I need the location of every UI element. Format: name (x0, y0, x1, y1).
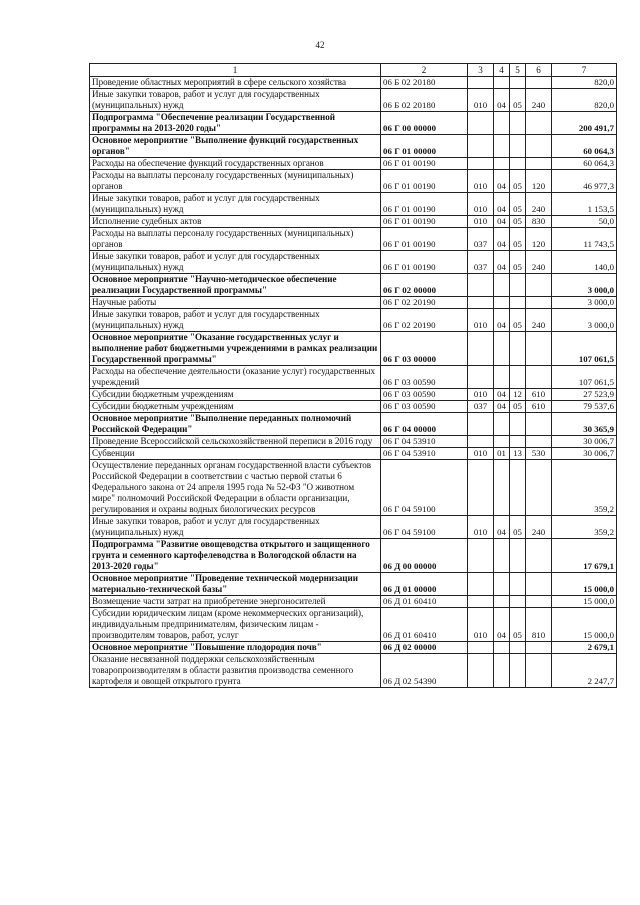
expense-type-code (526, 77, 552, 89)
section-code: 04 (494, 89, 510, 112)
expense-type-code: 240 (526, 516, 552, 539)
row-name: Иные закупки товаров, работ и услуг для государственных (муниципальных) нужд (90, 309, 381, 332)
row-amount: 3 000,0 (552, 274, 617, 297)
ministry-code: 010 (468, 170, 494, 193)
ministry-code (468, 642, 494, 654)
ministry-code (468, 596, 494, 608)
section-code (494, 158, 510, 170)
row-amount: 2 247,7 (552, 654, 617, 688)
row-amount: 2 679,1 (552, 642, 617, 654)
target-code: 06 Д 01 00000 (381, 573, 468, 596)
target-code: 06 Г 04 59100 (381, 460, 468, 516)
row-amount: 820,0 (552, 77, 617, 89)
table-row (90, 332, 617, 366)
target-code: 06 Г 03 00590 (381, 389, 468, 401)
target-code: 06 Г 01 00190 (381, 251, 468, 274)
row-name: Осуществление переданных органам государственной власти субъектов Российской Федерации в соответствии с частью первой статьи 6 Федерального закона от 24 апреля 1995 года № 52-ФЗ "О животном мире" полномочий Российской Федерации в области организации, регулирования и охраны водных биологических ресурсов (90, 460, 381, 516)
subsection-code (510, 112, 526, 135)
expense-type-code (526, 112, 552, 135)
table-row (90, 413, 617, 436)
target-code: 06 Д 00 00000 (381, 539, 468, 573)
section-code (494, 332, 510, 366)
expense-type-code (526, 135, 552, 158)
row-name: Иные закупки товаров, работ и услуг для государственных (муниципальных) нужд (90, 89, 381, 112)
expense-type-code (526, 573, 552, 596)
section-code: 04 (494, 251, 510, 274)
row-amount: 3 000,0 (552, 309, 617, 332)
target-code: 06 Г 02 00000 (381, 274, 468, 297)
ministry-code (468, 436, 494, 448)
subsection-code (510, 332, 526, 366)
table-row (90, 228, 617, 251)
subsection-code (510, 135, 526, 158)
table-row (90, 448, 617, 460)
ministry-code (468, 112, 494, 135)
section-code: 04 (494, 216, 510, 228)
section-code: 04 (494, 228, 510, 251)
row-name: Иные закупки товаров, работ и услуг для государственных (муниципальных) нужд (90, 251, 381, 274)
header-col-7: 7 (552, 64, 617, 77)
row-amount: 50,0 (552, 216, 617, 228)
expense-type-code (526, 413, 552, 436)
section-code (494, 460, 510, 516)
row-amount: 359,2 (552, 516, 617, 539)
row-amount: 3 000,0 (552, 297, 617, 309)
row-name: Иные закупки товаров, работ и услуг для государственных (муниципальных) нужд (90, 516, 381, 539)
row-amount: 11 743,5 (552, 228, 617, 251)
section-code (494, 366, 510, 389)
ministry-code: 010 (468, 516, 494, 539)
target-code: 06 Г 04 53910 (381, 436, 468, 448)
expense-type-code (526, 596, 552, 608)
row-name: Научные работы (90, 297, 381, 309)
subsection-code: 13 (510, 448, 526, 460)
row-amount: 15 000,0 (552, 608, 617, 642)
subsection-code (510, 413, 526, 436)
section-code: 04 (494, 516, 510, 539)
table-row (90, 539, 617, 573)
subsection-code (510, 642, 526, 654)
row-name: Расходы на обеспечение деятельности (оказание услуг) государственных учреждений (90, 366, 381, 389)
target-code: 06 Г 01 00190 (381, 170, 468, 193)
table-row (90, 112, 617, 135)
subsection-code (510, 366, 526, 389)
target-code: 06 Г 03 00000 (381, 332, 468, 366)
section-code: 04 (494, 193, 510, 216)
header-row (90, 64, 617, 77)
target-code: 06 Д 02 00000 (381, 642, 468, 654)
target-code: 06 Г 01 00190 (381, 193, 468, 216)
expense-type-code (526, 654, 552, 688)
target-code: 06 Г 04 53910 (381, 448, 468, 460)
expense-type-code: 810 (526, 608, 552, 642)
expense-type-code (526, 539, 552, 573)
expense-type-code: 610 (526, 401, 552, 413)
target-code: 06 Д 01 60410 (381, 596, 468, 608)
target-code: 06 Г 03 00590 (381, 366, 468, 389)
section-code: 04 (494, 401, 510, 413)
row-name: Основное мероприятие "Оказание государственных услуг и выполнение работ бюджетными учреждениями в рамках реализации Государственной программы" (90, 332, 381, 366)
row-name: Проведение областных мероприятий в сфере сельского хозяйства (90, 77, 381, 89)
row-amount: 17 679,1 (552, 539, 617, 573)
row-amount: 27 523,9 (552, 389, 617, 401)
section-code (494, 135, 510, 158)
expense-type-code (526, 297, 552, 309)
subsection-code: 12 (510, 389, 526, 401)
expense-type-code (526, 642, 552, 654)
row-amount: 15 000,0 (552, 596, 617, 608)
section-code: 01 (494, 448, 510, 460)
ministry-code (468, 77, 494, 89)
target-code: 06 Г 03 00590 (381, 401, 468, 413)
table-row (90, 516, 617, 539)
row-name: Расходы на обеспечение функций государственных органов (90, 158, 381, 170)
expense-type-code: 240 (526, 193, 552, 216)
target-code: 06 Д 02 54390 (381, 654, 468, 688)
ministry-code (468, 573, 494, 596)
ministry-code: 037 (468, 251, 494, 274)
ministry-code: 037 (468, 228, 494, 251)
target-code: 06 Б 02 20180 (381, 89, 468, 112)
header-col-3: 3 (468, 64, 494, 77)
ministry-code: 010 (468, 193, 494, 216)
subsection-code (510, 436, 526, 448)
row-amount: 46 977,3 (552, 170, 617, 193)
subsection-code (510, 654, 526, 688)
page-number: 42 (315, 40, 325, 50)
table-row (90, 216, 617, 228)
table-row (90, 309, 617, 332)
row-name: Расходы на выплаты персоналу государственных (муниципальных) органов (90, 170, 381, 193)
subsection-code: 05 (510, 608, 526, 642)
target-code: 06 Г 04 59100 (381, 516, 468, 539)
expense-type-code (526, 332, 552, 366)
ministry-code (468, 413, 494, 436)
row-amount: 30 006,7 (552, 448, 617, 460)
row-amount: 15 000,0 (552, 573, 617, 596)
table-row (90, 389, 617, 401)
table-row (90, 135, 617, 158)
ministry-code (468, 158, 494, 170)
ministry-code: 010 (468, 89, 494, 112)
subsection-code: 05 (510, 516, 526, 539)
target-code: 06 Г 01 00000 (381, 135, 468, 158)
header-col-5: 5 (510, 64, 526, 77)
row-name: Проведение Всероссийской сельскохозяйственной переписи в 2016 году (90, 436, 381, 448)
row-name: Иные закупки товаров, работ и услуг для государственных (муниципальных) нужд (90, 193, 381, 216)
expense-type-code (526, 460, 552, 516)
ministry-code (468, 654, 494, 688)
section-code: 04 (494, 170, 510, 193)
ministry-code: 037 (468, 401, 494, 413)
table-row (90, 297, 617, 309)
expense-type-code (526, 436, 552, 448)
ministry-code (468, 274, 494, 297)
target-code: 06 Г 01 00190 (381, 216, 468, 228)
section-code (494, 297, 510, 309)
row-name: Субвенции (90, 448, 381, 460)
budget-table (89, 63, 617, 688)
row-amount: 107 061,5 (552, 332, 617, 366)
subsection-code: 05 (510, 216, 526, 228)
table-row (90, 460, 617, 516)
row-name: Возмещение части затрат на приобретение энергоносителей (90, 596, 381, 608)
row-amount: 1 153,5 (552, 193, 617, 216)
section-code (494, 436, 510, 448)
row-name: Основное мероприятие "Повышение плодородия почв" (90, 642, 381, 654)
row-name: Исполнение судебных актов (90, 216, 381, 228)
expense-type-code: 120 (526, 228, 552, 251)
row-name: Расходы на выплаты персоналу государственных (муниципальных) органов (90, 228, 381, 251)
subsection-code (510, 596, 526, 608)
section-code (494, 642, 510, 654)
table-body (90, 77, 617, 688)
table-row (90, 573, 617, 596)
expense-type-code: 830 (526, 216, 552, 228)
expense-type-code (526, 366, 552, 389)
section-code (494, 413, 510, 436)
ministry-code: 010 (468, 389, 494, 401)
target-code: 06 Г 01 00190 (381, 158, 468, 170)
ministry-code (468, 366, 494, 389)
target-code: 06 Б 02 20180 (381, 77, 468, 89)
table-row (90, 642, 617, 654)
expense-type-code: 120 (526, 170, 552, 193)
row-name: Основное мероприятие "Проведение технической модернизации материально-технической базы" (90, 573, 381, 596)
subsection-code (510, 158, 526, 170)
subsection-code (510, 274, 526, 297)
target-code: 06 Г 04 00000 (381, 413, 468, 436)
expense-type-code: 240 (526, 309, 552, 332)
target-code: 06 Г 00 00000 (381, 112, 468, 135)
table-row (90, 608, 617, 642)
row-name: Субсидии бюджетным учреждениям (90, 401, 381, 413)
section-code (494, 539, 510, 573)
table-row (90, 366, 617, 389)
section-code (494, 596, 510, 608)
expense-type-code: 610 (526, 389, 552, 401)
subsection-code: 05 (510, 193, 526, 216)
section-code: 04 (494, 608, 510, 642)
table-row (90, 654, 617, 688)
table-row (90, 158, 617, 170)
subsection-code (510, 573, 526, 596)
table-row (90, 89, 617, 112)
row-amount: 140,0 (552, 251, 617, 274)
row-name: Основное мероприятие "Выполнение переданных полномочий Российской Федерации" (90, 413, 381, 436)
table-row (90, 170, 617, 193)
row-name: Подпрограмма "Обеспечение реализации Государственной программы на 2013-2020 годы" (90, 112, 381, 135)
row-amount: 79 537,6 (552, 401, 617, 413)
row-amount: 107 061,5 (552, 366, 617, 389)
ministry-code (468, 332, 494, 366)
subsection-code: 05 (510, 251, 526, 274)
ministry-code: 010 (468, 216, 494, 228)
target-code: 06 Г 01 00190 (381, 228, 468, 251)
row-name: Основное мероприятие "Научно-методическое обеспечение реализации Государственной программы" (90, 274, 381, 297)
ministry-code: 010 (468, 448, 494, 460)
target-code: 06 Д 01 60410 (381, 608, 468, 642)
header-col-6: 6 (526, 64, 552, 77)
row-amount: 30 006,7 (552, 436, 617, 448)
row-amount: 820,0 (552, 89, 617, 112)
ministry-code (468, 297, 494, 309)
section-code (494, 77, 510, 89)
row-name: Подпрограмма "Развитие овощеводства открытого и защищенного грунта и семенного картофелеводства в Вологодской области на 2013-2020 годы" (90, 539, 381, 573)
subsection-code (510, 460, 526, 516)
row-amount: 200 491,7 (552, 112, 617, 135)
row-amount: 359,2 (552, 460, 617, 516)
subsection-code: 05 (510, 170, 526, 193)
expense-type-code: 530 (526, 448, 552, 460)
table-row (90, 401, 617, 413)
table-row (90, 251, 617, 274)
section-code (494, 654, 510, 688)
table-row (90, 436, 617, 448)
row-name: Основное мероприятие "Выполнение функций государственных органов" (90, 135, 381, 158)
section-code (494, 112, 510, 135)
table-row (90, 193, 617, 216)
ministry-code (468, 460, 494, 516)
target-code: 06 Г 02 20190 (381, 309, 468, 332)
section-code (494, 274, 510, 297)
row-name: Оказание несвязанной поддержки сельскохозяйственным товаропроизводителям в области развития производства семенного картофеля и овощей открытого грунта (90, 654, 381, 688)
row-amount: 60 064,3 (552, 135, 617, 158)
ministry-code: 010 (468, 608, 494, 642)
subsection-code: 05 (510, 89, 526, 112)
section-code: 04 (494, 309, 510, 332)
expense-type-code (526, 274, 552, 297)
subsection-code (510, 77, 526, 89)
ministry-code: 010 (468, 309, 494, 332)
row-amount: 30 365,9 (552, 413, 617, 436)
table-row (90, 596, 617, 608)
header-col-2: 2 (381, 64, 468, 77)
header-col-1: 1 (90, 64, 381, 77)
subsection-code (510, 539, 526, 573)
row-name: Субсидии бюджетным учреждениям (90, 389, 381, 401)
subsection-code (510, 297, 526, 309)
section-code (494, 573, 510, 596)
expense-type-code: 240 (526, 251, 552, 274)
section-code: 04 (494, 389, 510, 401)
subsection-code: 05 (510, 228, 526, 251)
row-amount: 60 064,3 (552, 158, 617, 170)
target-code: 06 Г 02 20190 (381, 297, 468, 309)
table-row (90, 77, 617, 89)
subsection-code: 05 (510, 309, 526, 332)
header-col-4: 4 (494, 64, 510, 77)
expense-type-code: 240 (526, 89, 552, 112)
table-row (90, 274, 617, 297)
row-name: Субсидии юридическим лицам (кроме некоммерческих организаций), индивидуальным предпринимателям, физическим лицам - производителям товаров, работ, услуг (90, 608, 381, 642)
expense-type-code (526, 158, 552, 170)
ministry-code (468, 539, 494, 573)
subsection-code: 05 (510, 401, 526, 413)
ministry-code (468, 135, 494, 158)
